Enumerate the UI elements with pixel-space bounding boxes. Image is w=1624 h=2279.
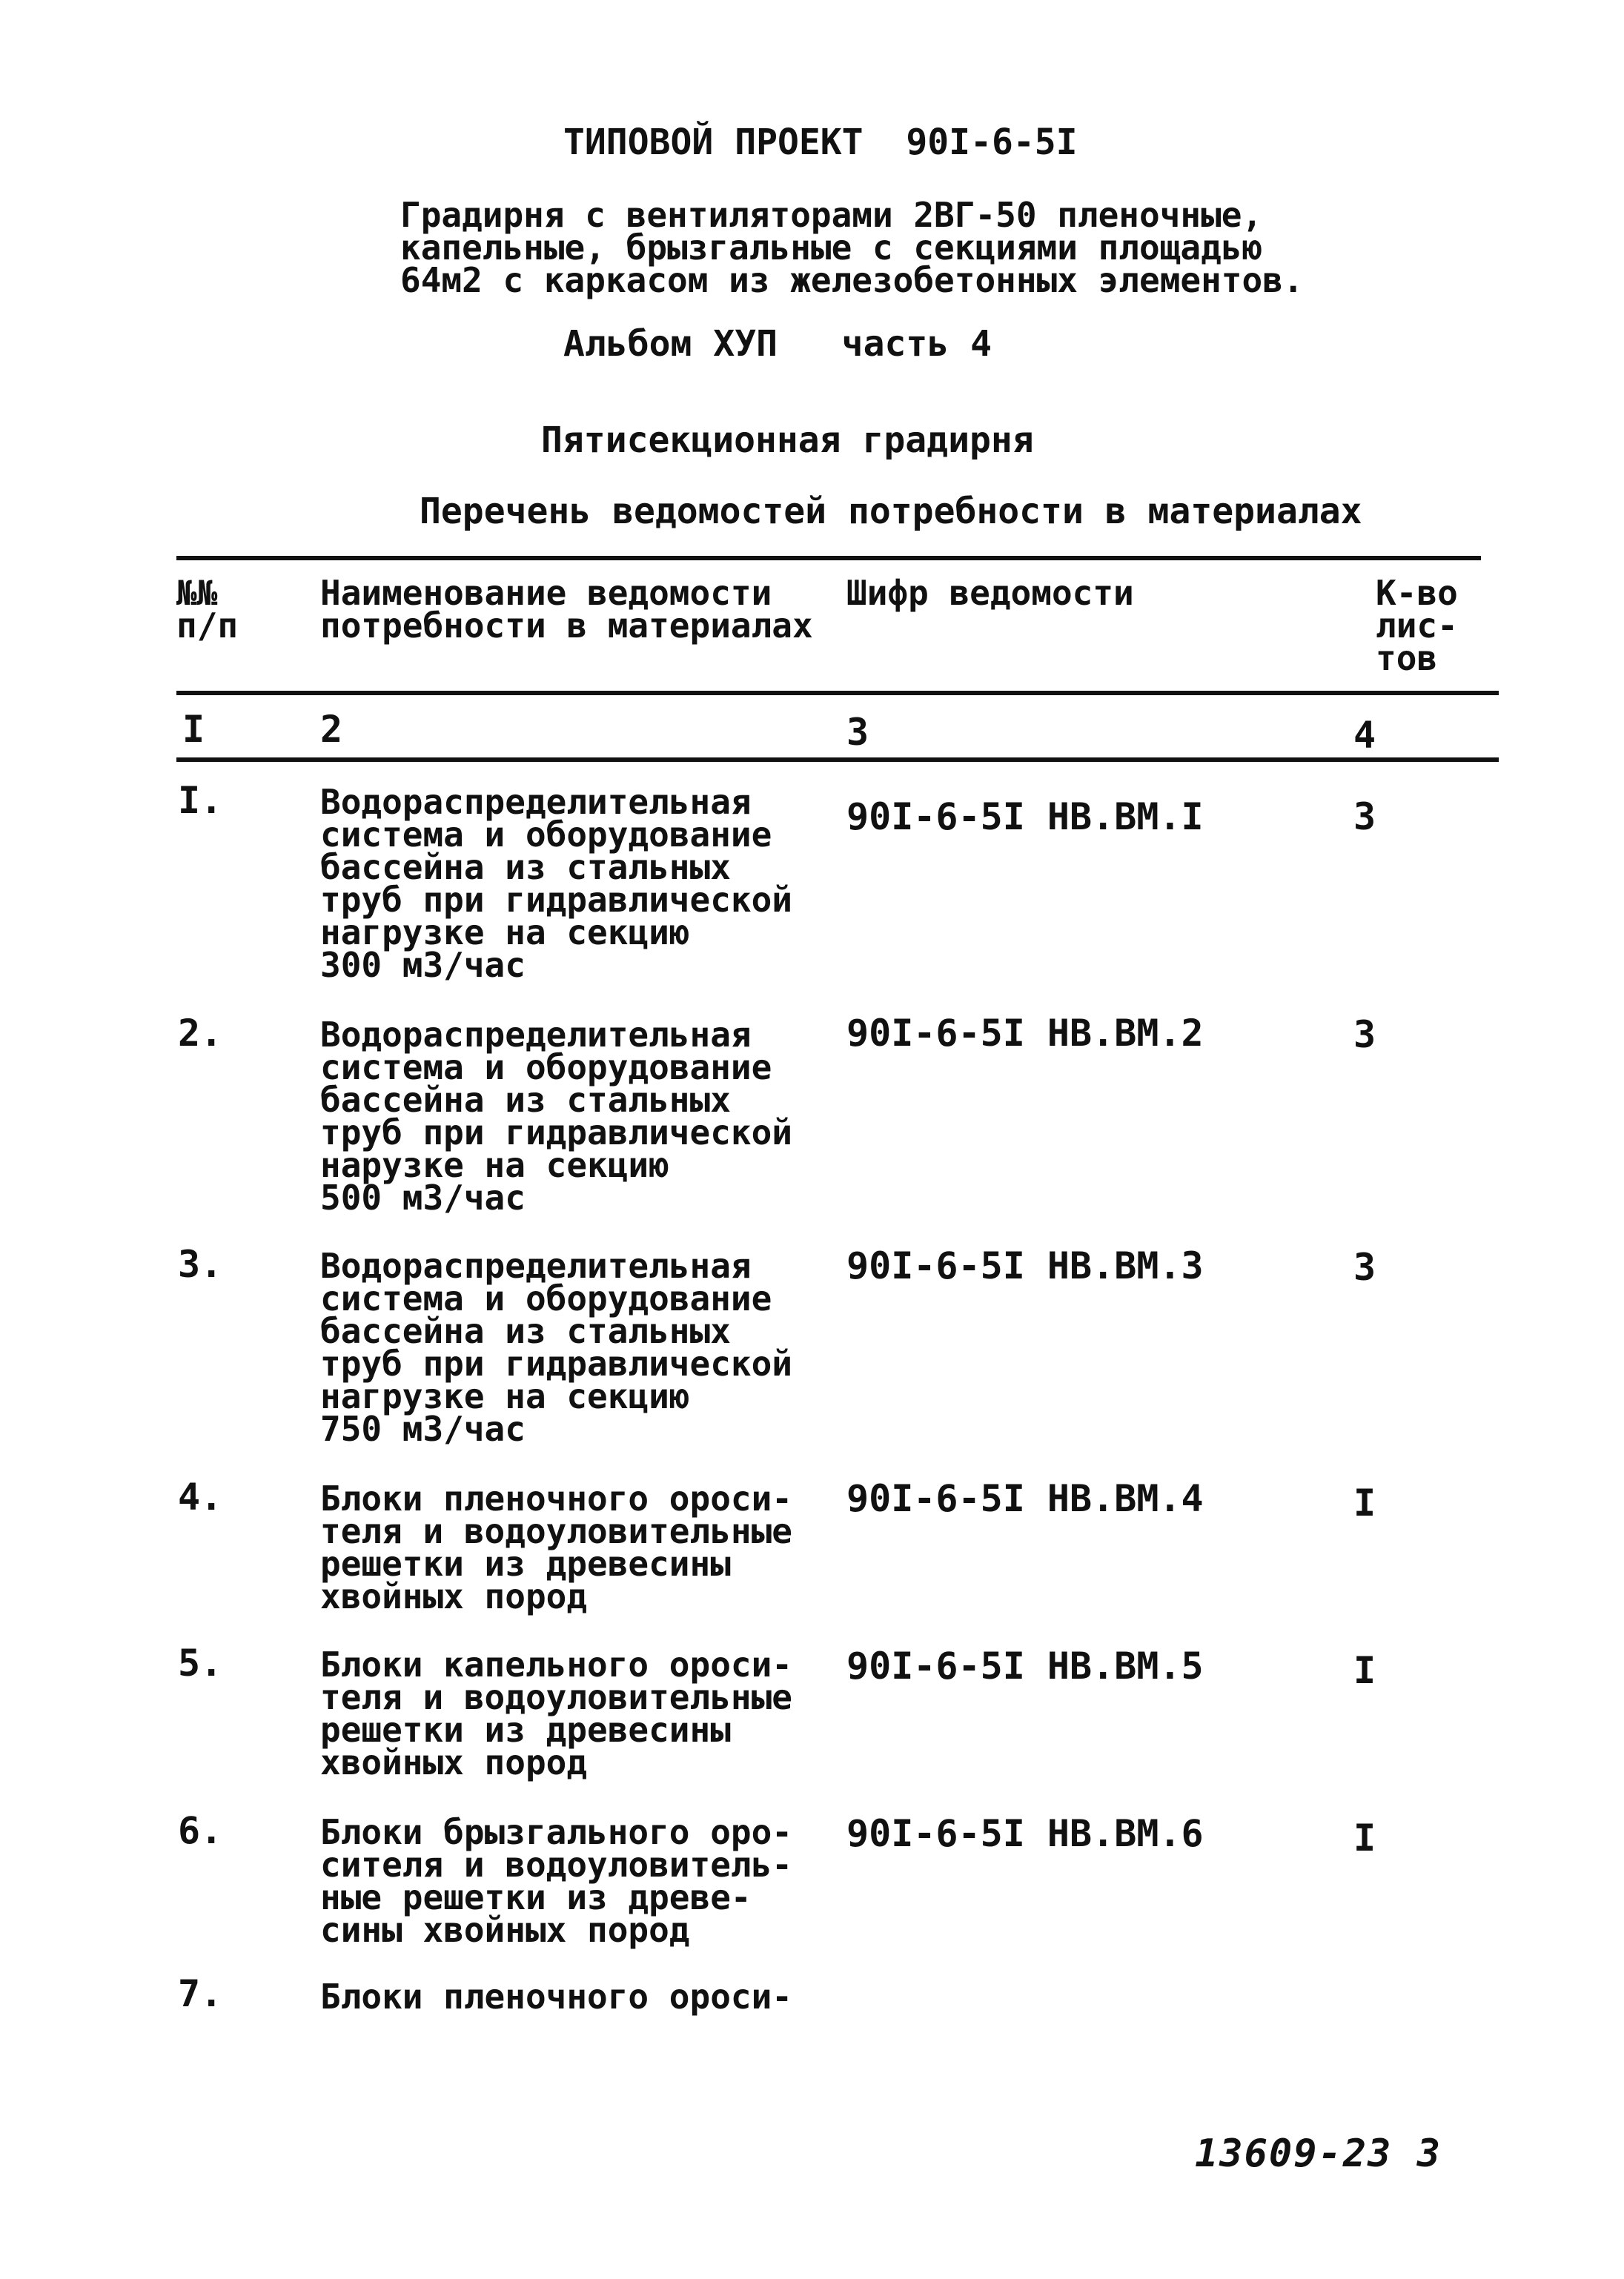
- row-5-number: 5.: [178, 1642, 223, 1685]
- description-line-1: Градирня с вентиляторами 2ВГ-50 пленочные,: [400, 195, 1263, 235]
- row-6-number: 6.: [178, 1809, 223, 1852]
- row-4-code: 90I-6-5I НВ.ВМ.4: [846, 1477, 1204, 1520]
- table-top-rule: [176, 556, 1481, 560]
- row-6-name: Блоки брызгального оро- сителя и водоуловитель- ные решетки из древе- сины хвойных пород: [320, 1812, 792, 1950]
- row-6-sheets: I: [1353, 1817, 1376, 1860]
- row-7-name: Блоки пленочного ороси-: [320, 1977, 792, 2017]
- row-5-sheets: I: [1353, 1649, 1376, 1692]
- row-1-code: 90I-6-5I НВ.ВМ.I: [846, 795, 1204, 838]
- row-2-number: 2.: [178, 1012, 223, 1055]
- table-numbers-rule: [176, 757, 1499, 762]
- row-1-name: Водораспределительная система и оборудование бассейна из стальных труб при гидравлической нагрузке на секцию 300 м3/час: [320, 782, 792, 985]
- column-header-name: Наименование ведомости потребности в материалах: [320, 573, 813, 646]
- row-4-name: Блоки пленочного ороси- теля и водоуловительные решетки из древесины хвойных пород: [320, 1479, 792, 1616]
- row-3-number: 3.: [178, 1243, 223, 1286]
- row-3-sheets: 3: [1353, 1246, 1376, 1289]
- project-title: ТИПОВОЙ ПРОЕКТ 90I-6-5I: [563, 122, 1078, 163]
- document-stamp: 13609-23 3: [1195, 2132, 1442, 2176]
- description-line-2: капельные, брызгальные с секциями площадью: [400, 228, 1263, 268]
- row-5-name: Блоки капельного ороси- теля и водоуловительные решетки из древесины хвойных пород: [320, 1645, 792, 1782]
- row-5-code: 90I-6-5I НВ.ВМ.5: [846, 1645, 1204, 1688]
- description-line-3: 64м2 с каркасом из железобетонных элементов.: [400, 260, 1304, 300]
- row-1-number: I.: [178, 779, 223, 822]
- row-4-sheets: I: [1353, 1482, 1376, 1525]
- row-4-number: 4.: [178, 1476, 223, 1519]
- row-1-sheets: 3: [1353, 795, 1376, 838]
- row-2-sheets: 3: [1353, 1013, 1376, 1056]
- column-number-1: I: [182, 708, 205, 751]
- row-3-name: Водораспределительная система и оборудование бассейна из стальных труб при гидравлической нагрузке на секцию 750 м3/час: [320, 1246, 792, 1449]
- row-2-name: Водораспределительная система и оборудование бассейна из стальных труб при гидравлической нарузке на секцию 500 м3/час: [320, 1015, 792, 1218]
- column-number-4: 4: [1353, 714, 1376, 757]
- section-title: Пятисекционная градирня: [541, 419, 1034, 461]
- row-3-code: 90I-6-5I НВ.ВМ.3: [846, 1244, 1204, 1287]
- column-number-2: 2: [320, 708, 343, 751]
- row-2-code: 90I-6-5I НВ.ВМ.2: [846, 1012, 1204, 1055]
- row-7-number: 7.: [178, 1972, 223, 2015]
- column-header-sheets: К-во лис- тов: [1376, 573, 1458, 678]
- column-header-number: №№ п/п: [176, 573, 239, 646]
- table-header-rule: [176, 691, 1499, 695]
- album-label: Альбом ХУП часть 4: [563, 323, 992, 365]
- column-header-code: Шифр ведомости: [846, 573, 1134, 613]
- list-title: Перечень ведомостей потребности в материалах: [420, 491, 1362, 532]
- row-6-code: 90I-6-5I НВ.ВМ.6: [846, 1812, 1204, 1855]
- column-number-3: 3: [846, 711, 869, 754]
